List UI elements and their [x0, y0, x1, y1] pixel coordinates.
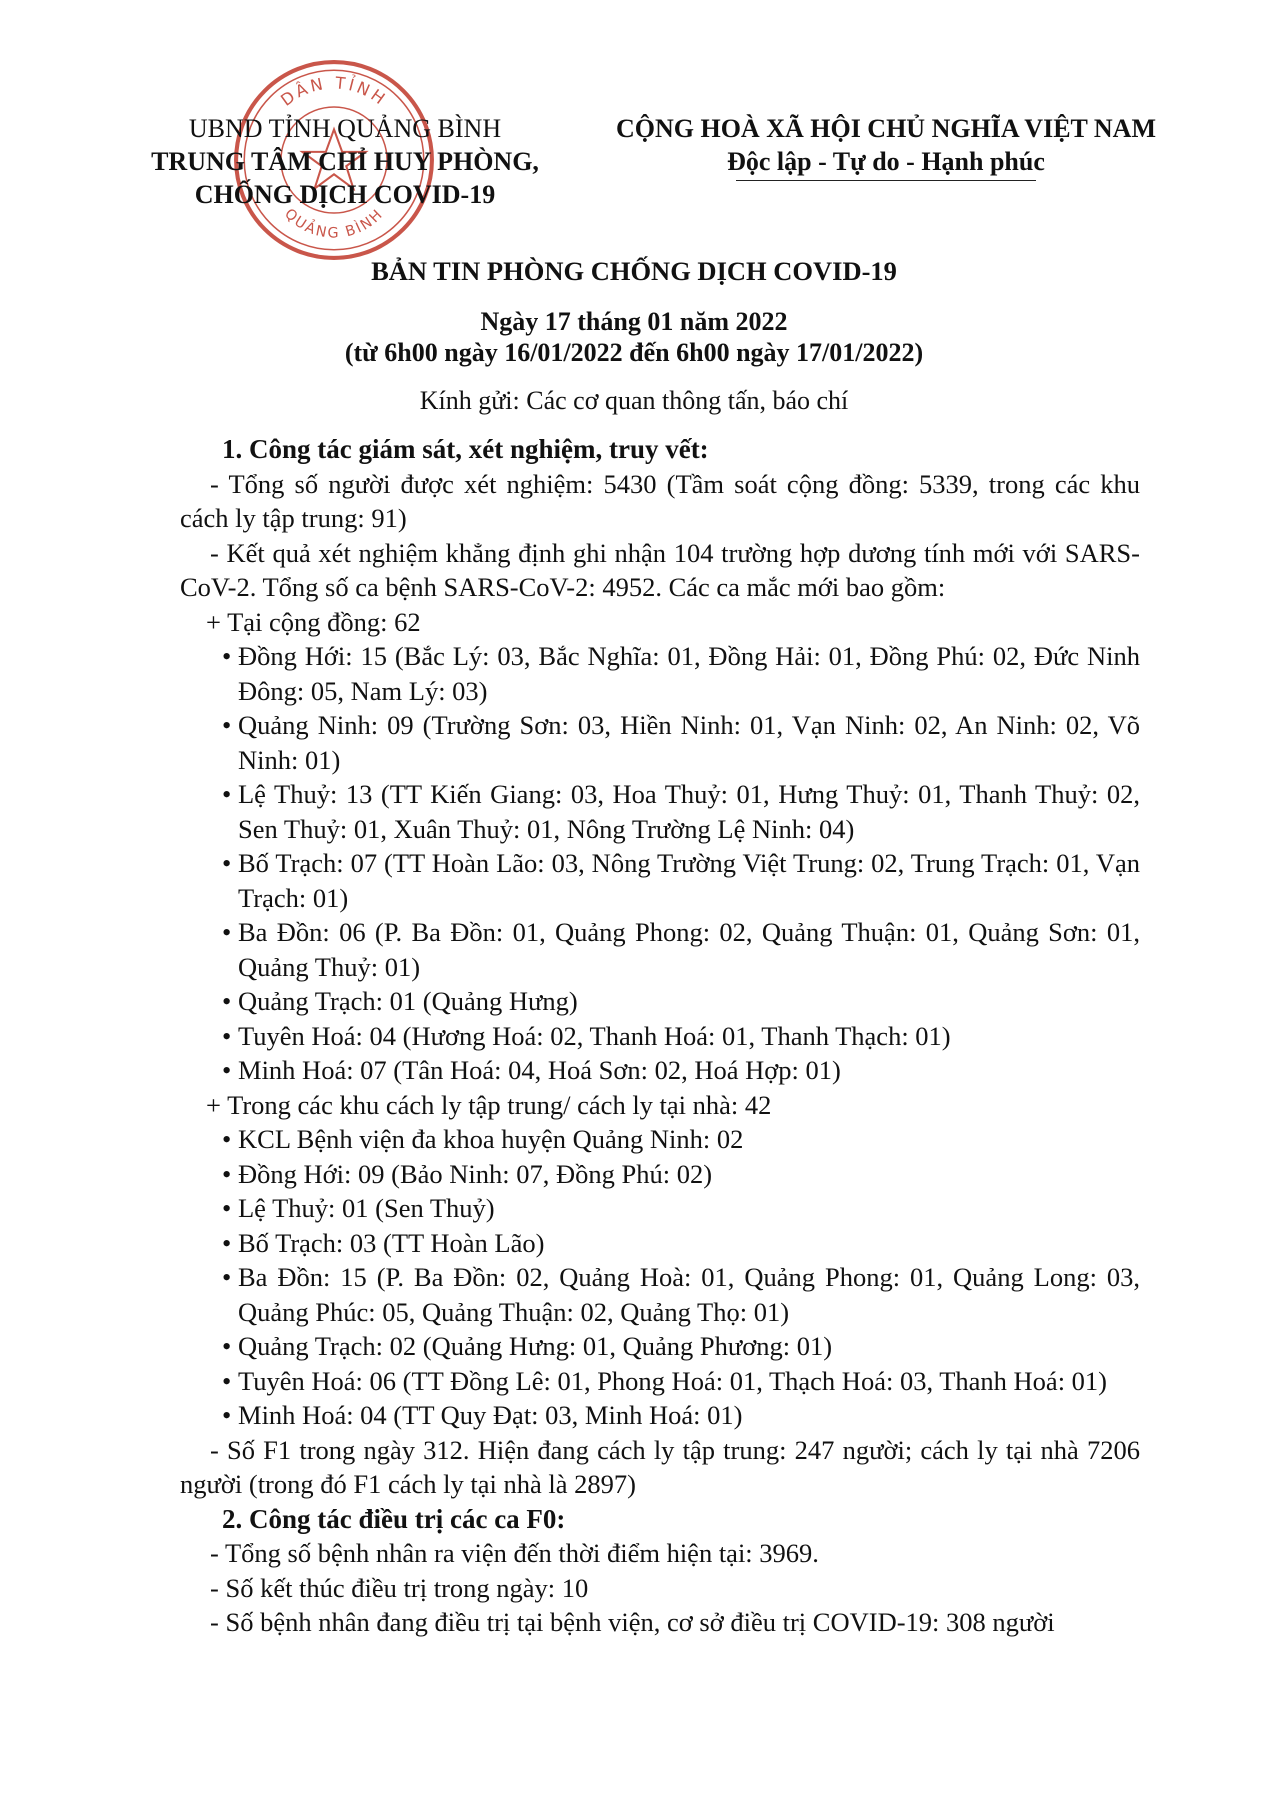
list-item: • Ba Đồn: 06 (P. Ba Đồn: 01, Quảng Phong: 02, Quảng Thuận: 01, Quảng Sơn: 01, Quảng Thuỷ: 01)	[222, 917, 1140, 982]
section2-heading: 2. Công tác điều trị các ca F0:	[222, 1503, 566, 1534]
discharged-line: - Tổng số bệnh nhân ra viện đến thời điểm hiện tại: 3969.	[210, 1538, 819, 1568]
issuer-org-line1: TRUNG TÂM CHỈ HUY PHÒNG,	[151, 147, 539, 176]
list-item: • Đồng Hới: 09 (Bảo Ninh: 07, Đồng Phú: 02)	[222, 1158, 713, 1189]
list-item: • Lệ Thuỷ: 01 (Sen Thuỷ)	[222, 1193, 495, 1223]
list-item: • Bố Trạch: 03 (TT Hoàn Lão)	[222, 1227, 545, 1258]
community-label: + Tại cộng đồng: 62	[206, 606, 421, 637]
results-paragraph: - Kết quả xét nghiệm khẳng định ghi nhận 104 trường hợp dương tính mới với SARS-CoV-2. Tổng số ca bệnh SARS-CoV-2: 4952. Các ca mắc mới bao gồm:	[180, 537, 1140, 602]
motto-underline	[736, 180, 1036, 181]
list-item: • Đồng Hới: 15 (Bắc Lý: 03, Bắc Nghĩa: 01, Đồng Hải: 01, Đồng Phú: 02, Đức Ninh Đông: 05, Nam Lý: 03)	[222, 641, 1140, 706]
quarantine-list	[180, 1122, 1140, 1433]
seal-bottom-text: QUẢNG BÌNH	[281, 205, 387, 242]
issuer-org-line2: CHỐNG DỊCH COVID-19	[194, 180, 496, 209]
quarantine-label: + Trong các khu cách ly tập trung/ cách ly tại nhà: 42	[206, 1089, 772, 1120]
list-item: • Bố Trạch: 07 (TT Hoàn Lão: 03, Nông Trường Việt Trung: 02, Trung Trạch: 01, Vạn Trạch: 01)	[222, 848, 1140, 913]
list-item: • Ba Đồn: 15 (P. Ba Đồn: 02, Quảng Hoà: 01, Quảng Phong: 01, Quảng Long: 03, Quảng Phúc: 05, Quảng Thuận: 02, Quảng Thọ: 01)	[222, 1262, 1140, 1327]
tests-paragraph: - Tổng số người được xét nghiệm: 5430 (Tầm soát cộng đồng: 5339, trong các khu cách ly tập trung: 91)	[180, 468, 1140, 533]
date-line: Ngày 17 tháng 01 năm 2022	[480, 307, 788, 336]
list-item: • Tuyên Hoá: 06 (TT Đồng Lê: 01, Phong Hoá: 01, Thạch Hoá: 03, Thanh Hoá: 01)	[222, 1365, 1108, 1396]
f1-paragraph: - Số F1 trong ngày 312. Hiện đang cách ly tập trung: 247 người; cách ly tại nhà 7206 người (trong đó F1 cách ly tại nhà là 2897)	[180, 1434, 1140, 1499]
date-block	[0, 306, 1268, 368]
section1-heading: 1. Công tác giám sát, xét nghiệm, truy vết:	[222, 434, 709, 464]
svg-text:QUẢNG BÌNH	[281, 206, 387, 242]
community-list	[180, 639, 1140, 1088]
national-motto-block	[586, 112, 1186, 181]
seal-top-text: DÂN TỈNH	[277, 73, 391, 110]
document-title: BẢN TIN PHÒNG CHỐNG DỊCH COVID-19	[371, 256, 897, 286]
list-item: • KCL Bệnh viện đa khoa huyện Quảng Ninh: 02	[222, 1124, 744, 1154]
list-item: • Quảng Trạch: 02 (Quảng Hưng: 01, Quảng Phương: 01)	[222, 1331, 833, 1361]
document-body	[180, 432, 1140, 1640]
list-item: • Quảng Ninh: 09 (Trường Sơn: 03, Hiền Ninh: 01, Vạn Ninh: 02, An Ninh: 02, Võ Ninh: 01)	[222, 710, 1140, 775]
list-item: • Minh Hoá: 04 (TT Quy Đạt: 03, Minh Hoá: 01)	[222, 1400, 743, 1430]
list-item: • Minh Hoá: 07 (Tân Hoá: 04, Hoá Sơn: 02, Hoá Hợp: 01)	[222, 1055, 841, 1085]
country-name: CỘNG HOÀ XÃ HỘI CHỦ NGHĨA VIỆT NAM	[615, 114, 1157, 143]
completed-line: - Số kết thúc điều trị trong ngày: 10	[210, 1572, 589, 1603]
list-item: • Lệ Thuỷ: 13 (TT Kiến Giang: 03, Hoa Thuỷ: 01, Hưng Thuỷ: 01, Thanh Thuỷ: 02, Sen Thuỷ: 01, Xuân Thuỷ: 01, Nông Trường Lệ Ninh: 04)	[222, 779, 1140, 844]
treating-line: - Số bệnh nhân đang điều trị tại bệnh viện, cơ sở điều trị COVID-19: 308 người	[210, 1607, 1055, 1637]
period-line: (từ 6h00 ngày 16/01/2022 đến 6h00 ngày 17/01/2022)	[344, 338, 924, 367]
list-item: • Quảng Trạch: 01 (Quảng Hưng)	[222, 986, 578, 1016]
motto: Độc lập - Tự do - Hạnh phúc	[727, 147, 1045, 176]
issuer-parent-org: UBND TỈNH QUẢNG BÌNH	[188, 114, 502, 143]
issuer-block	[110, 112, 580, 211]
list-item: • Tuyên Hoá: 04 (Hương Hoá: 02, Thanh Hoá: 01, Thanh Thạch: 01)	[222, 1020, 951, 1051]
greeting: Kính gửi: Các cơ quan thông tấn, báo chí	[419, 386, 849, 415]
